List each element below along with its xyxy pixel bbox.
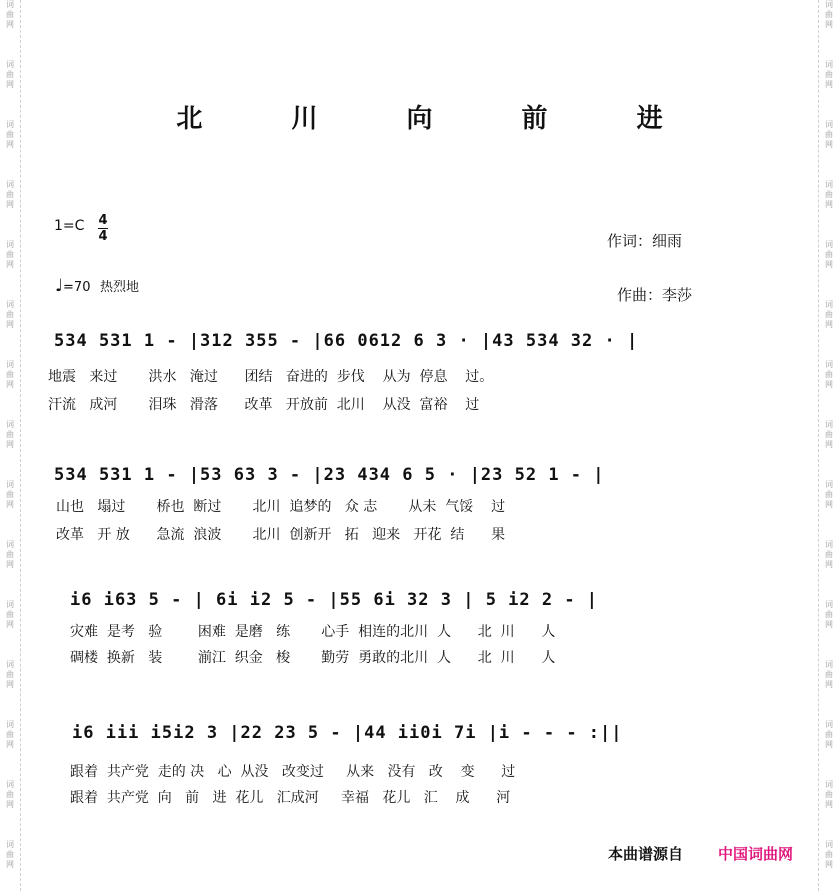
- tempo-value: =70: [63, 280, 91, 295]
- watermark-text: 词 曲 网: [6, 240, 14, 269]
- watermark-text: 词 曲 网: [6, 540, 14, 569]
- watermark-text: 词 曲 网: [6, 480, 14, 509]
- quarter-note-icon: ♩: [55, 276, 64, 296]
- watermark-text: 词 曲 网: [6, 360, 14, 389]
- watermark-text: 词 曲 网: [825, 780, 833, 809]
- watermark-text: 词 曲 网: [825, 0, 833, 29]
- watermark-text: 词 曲 网: [6, 660, 14, 689]
- watermark-text: 词 曲 网: [825, 240, 833, 269]
- watermark-text: 词 曲 网: [825, 420, 833, 449]
- watermark-text: 词 曲 网: [6, 420, 14, 449]
- watermark-text: 词 曲 网: [6, 0, 14, 29]
- lyrics-line-3-verse-1: 灾难 是考 验 困难 是磨 练 心手 相连的北川 人 北 川 人: [70, 624, 556, 640]
- watermark-text: 词 曲 网: [825, 180, 833, 209]
- watermark-text: 词 曲 网: [825, 540, 833, 569]
- tempo-marking: [55, 276, 90, 296]
- lyrics-line-3-verse-2: 碉楼 换新 装 湔江 织金 梭 勤劳 勇敢的北川 人 北 川 人: [70, 650, 556, 666]
- lyricist: 作词：细雨: [607, 232, 683, 250]
- watermark-text: 词 曲 网: [825, 300, 833, 329]
- watermark-text: 词 曲 网: [825, 720, 833, 749]
- watermark-text: 词 曲 网: [825, 840, 833, 869]
- lyrics-line-1-verse-2: 汗流 成河 泪珠 滑落 改革 开放前 北川 从没 富裕 过: [48, 397, 480, 413]
- watermark-text: 词 曲 网: [825, 60, 833, 89]
- watermark-text: 词 曲 网: [6, 60, 14, 89]
- watermark-text: 词 曲 网: [6, 120, 14, 149]
- watermark-text: 词 曲 网: [825, 120, 833, 149]
- watermark-text: 词 曲 网: [6, 780, 14, 809]
- expression-marking: 热烈地: [100, 280, 140, 295]
- lyrics-line-1-verse-1: 地震 来过 洪水 淹过 团结 奋进的 步伐 从为 停息 过。: [48, 369, 494, 385]
- watermark-text: 词 曲 网: [825, 480, 833, 509]
- source-label: 本曲谱源自: [608, 845, 684, 863]
- lyrics-line-4-verse-1: 跟着 共产党 走的 决 心 从没 改变过 从来 没有 改 变 过: [70, 764, 516, 780]
- watermark-text: 词 曲 网: [825, 360, 833, 389]
- song-title: 北 川 向 前 进: [176, 104, 703, 134]
- time-signature-bottom: 4: [98, 229, 108, 244]
- notation-line-3: i6 i63 5 - | 6i i2 5 - |55 6i 32 3 | 5 i2 2 - |: [70, 590, 599, 610]
- time-signature-top: 4: [98, 213, 108, 228]
- notation-line-2: 534 531 1 - |53 63 3 - |23 434 6 5 · |23 52 1 - |: [54, 465, 605, 485]
- watermark-text: 词 曲 网: [6, 600, 14, 629]
- watermark-text: 词 曲 网: [6, 840, 14, 869]
- watermark-text: 词 曲 网: [6, 300, 14, 329]
- notation-line-4: i6 iii i5i2 3 |22 23 5 - |44 ii0i 7i |i - - - :||: [72, 723, 623, 743]
- key-signature: 1=C: [54, 218, 85, 234]
- source-site-link[interactable]: 中国词曲网: [718, 845, 794, 863]
- notation-line-1: 534 531 1 - |312 355 - |66 0612 6 3 · |43 534 32 · |: [54, 331, 639, 351]
- watermark-text: 词 曲 网: [825, 600, 833, 629]
- watermark-text: 词 曲 网: [6, 180, 14, 209]
- watermark-text: 词 曲 网: [6, 720, 14, 749]
- lyrics-line-4-verse-2: 跟着 共产党 向 前 进 花儿 汇成河 幸福 花儿 汇 成 河: [70, 790, 511, 806]
- watermark-text: 词 曲 网: [825, 660, 833, 689]
- composer: 作曲：李莎: [617, 286, 693, 304]
- time-signature: [98, 214, 108, 243]
- lyrics-line-2-verse-1: 山也 塌过 桥也 断过 北川 追梦的 众 志 从未 气馁 过: [56, 499, 506, 515]
- lyrics-line-2-verse-2: 改革 开 放 急流 浪波 北川 创新开 拓 迎来 开花 结 果: [56, 527, 506, 543]
